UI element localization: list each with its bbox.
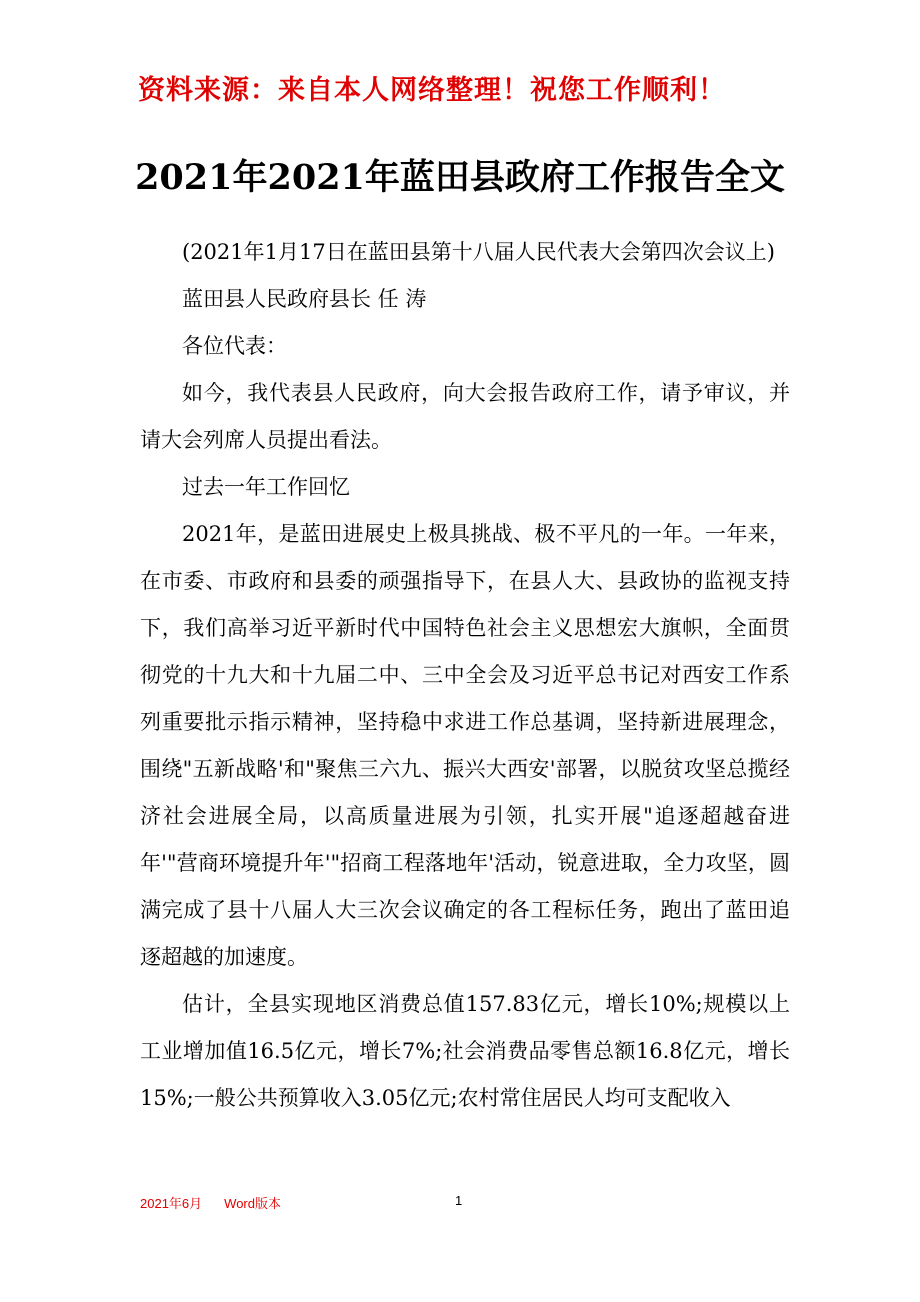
footer-version: Word版本	[224, 1196, 281, 1211]
footer-meta	[140, 1193, 281, 1212]
intro-paragraph: 如今，我代表县人民政府，向大会报告政府工作，请予审议，并请大会列席人员提出看法。	[140, 381, 790, 452]
document-title: 2021年2021年蓝田县政府工作报告全文	[135, 157, 785, 198]
meeting-note-paragraph: (2021年1月17日在蓝田县第十八届人民代表大会第四次会议上)	[182, 240, 775, 264]
document-body	[140, 229, 790, 1122]
page-number: 1	[455, 1193, 463, 1208]
section-heading: 过去一年工作回忆	[182, 475, 350, 499]
footer-date: 2021年6月	[140, 1196, 203, 1211]
salutation: 各位代表：	[182, 334, 287, 358]
statistics-paragraph: 估计，全县实现地区消费总值157.83亿元，增长10%;规模以上工业增加值16.5亿元，增长7%;社会消费品零售总额16.8亿元，增长15%;一般公共预算收入3.05亿元;农村常住居民人均可支配收入	[140, 992, 790, 1110]
source-notice: 资料来源：来自本人网络整理！祝您工作顺利！	[138, 75, 726, 106]
page-footer	[0, 1193, 920, 1215]
speaker-line: 蓝田县人民政府县长 任 涛	[182, 287, 427, 311]
review-paragraph: 2021年，是蓝田进展史上极具挑战、极不平凡的一年。一年来，在市委、市政府和县委的顽强指导下，在县人大、县政协的监视支持下，我们高举习近平新时代中国特色社会主义思想宏大旗帜，全面贯彻党的十九大和十九届二中、三中全会及习近平总书记对西安工作系列重要批示指示精神，坚持稳中求进工作总基调，坚持新进展理念，围绕"五新战略'和"聚焦三六九、振兴大西安'部署，以脱贫攻坚总揽经济社会进展全局，以高质量进展为引领，扎实开展"追逐超越奋进年'"营商环境提升年'"招商工程落地年'活动，锐意进取，全力攻坚，圆满完成了县十八届人大三次会议确定的各工程标任务，跑出了蓝田追逐超越的加速度。	[140, 522, 790, 969]
